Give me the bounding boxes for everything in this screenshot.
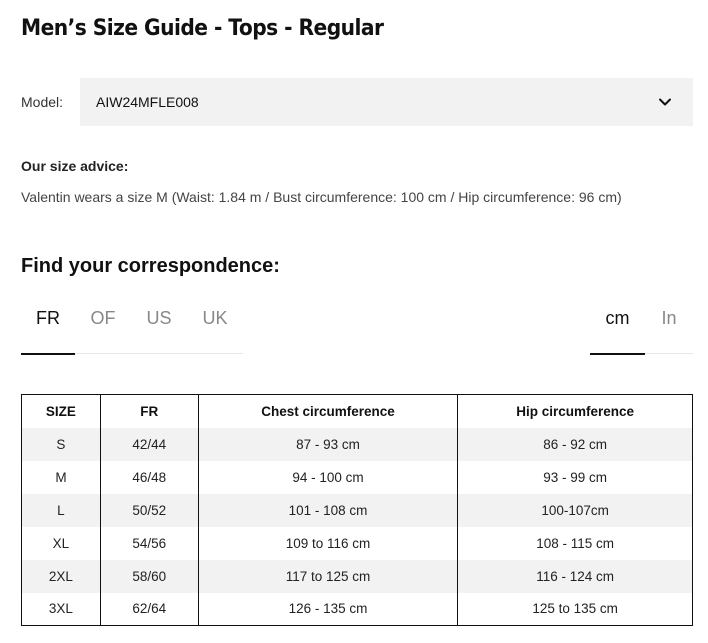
model-row [21,78,693,126]
table-row [22,461,693,494]
cell-chest: 109 to 116 cm [198,527,458,560]
tab-of[interactable]: OF [90,308,116,328]
table-row [22,428,693,461]
chevron-down-icon [657,94,673,110]
header-fr: FR [100,395,198,428]
cell-hip: 125 to 135 cm [458,593,693,626]
size-advice-title: Our size advice: [21,158,129,174]
cell-size: S [22,428,101,461]
page-title: Men’s Size Guide - Tops - Regular [21,16,384,41]
header-size: SIZE [22,395,101,428]
cell-fr: 50/52 [100,494,198,527]
unit-tabs [590,306,693,354]
cell-fr: 46/48 [100,461,198,494]
cell-size: M [22,461,101,494]
cell-fr: 58/60 [100,560,198,593]
size-table [21,394,693,626]
cell-size: 3XL [22,593,101,626]
cell-size: XL [22,527,101,560]
tab-us[interactable]: US [146,308,172,328]
cell-chest: 101 - 108 cm [198,494,458,527]
cell-hip: 100-107cm [458,494,693,527]
cell-hip: 108 - 115 cm [458,527,693,560]
tab-cm[interactable]: cm [590,306,645,354]
cell-chest: 117 to 125 cm [198,560,458,593]
cell-hip: 86 - 92 cm [458,428,693,461]
cell-fr: 62/64 [100,593,198,626]
cell-hip: 93 - 99 cm [458,461,693,494]
tab-uk[interactable]: UK [202,308,228,328]
cell-size: 2XL [22,560,101,593]
table-row [22,560,693,593]
tab-in[interactable]: In [661,308,677,328]
cell-chest: 94 - 100 cm [198,461,458,494]
table-header-row [22,395,693,428]
table-row [22,527,693,560]
correspondence-title: Find your correspondence: [21,255,280,277]
cell-size: L [22,494,101,527]
table-row [22,593,693,626]
header-chest: Chest circumference [198,395,458,428]
size-advice-text: Valentin wears a size M (Waist: 1.84 m / Bust circumference: 100 cm / Hip circumference: 96 cm) [21,189,622,205]
header-hip: Hip circumference [458,395,693,428]
cell-chest: 87 - 93 cm [198,428,458,461]
cell-fr: 54/56 [100,527,198,560]
table-row [22,494,693,527]
cell-hip: 116 - 124 cm [458,560,693,593]
model-select-value: AIW24MFLE008 [96,94,199,110]
model-label: Model: [21,94,64,110]
cell-fr: 42/44 [100,428,198,461]
region-tabs [21,306,243,354]
cell-chest: 126 - 135 cm [198,593,458,626]
tab-fr[interactable]: FR [21,306,75,354]
model-select[interactable] [80,78,693,126]
